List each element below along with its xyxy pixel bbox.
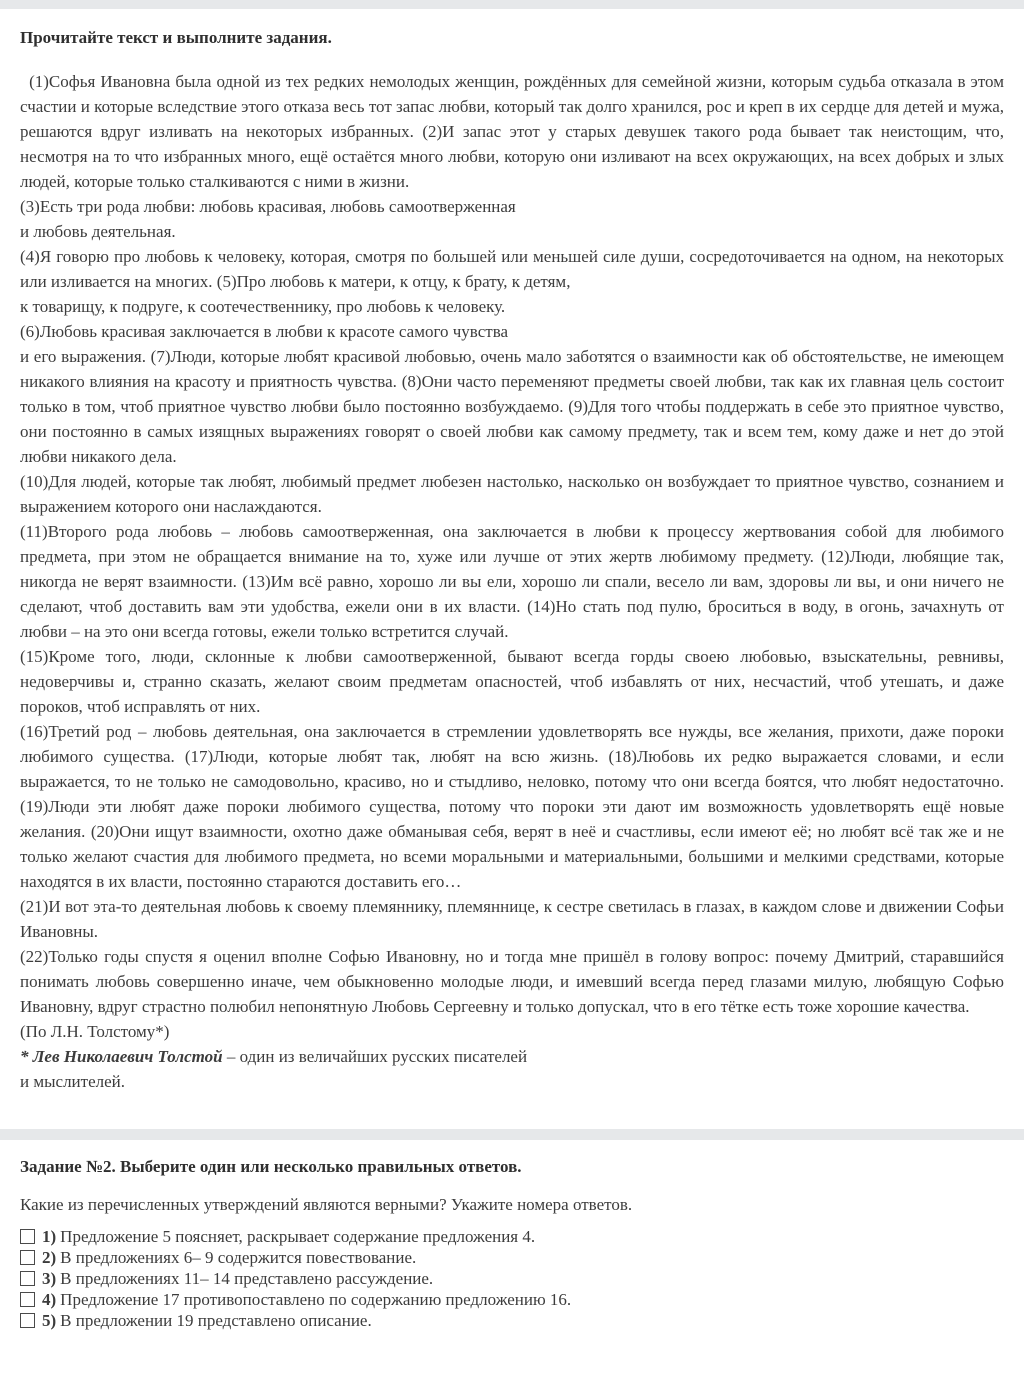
paragraph-8: (10)Для людей, которые так любят, любимый предмет любезен настолько, насколько он возбуждает то приятное чувство, сознанием и выражением которого они наслаждаются.	[20, 472, 1004, 516]
paragraph-13: (22)Только годы спустя я оценил вполне Софью Ивановну, но и тогда мне пришёл в голову вопрос: почему Дмитрий, старавшийся понимать любовь совершенно иначе, чем обыкновенно молодые люди, и имевший всегда перед глазами милую, любящую Софью Ивановну, вдруг страстно полюбил непонятную Любовь Сергеевну и только допускал, что в его тётке есть тоже хорошие качества.	[20, 947, 1004, 1016]
paragraph-10: (15)Кроме того, люди, склонные к любви самоотверженной, бывают всегда горды своею любовью, взыскательны, ревнивы, недоверчивы и, странно сказать, желают своим предметам опасностей, чтоб избавлять от них, несчастий, чтоб утешать, и даже пороков, чтоб исправлять от них.	[20, 647, 1004, 716]
checkbox-3[interactable]	[20, 1271, 35, 1286]
answer-option-3[interactable]	[20, 1268, 1004, 1289]
answer-option-2[interactable]	[20, 1247, 1004, 1268]
top-bar	[0, 0, 1024, 9]
instruction-heading: Прочитайте текст и выполните задания.	[20, 28, 332, 47]
paragraph-6: (6)Любовь красивая заключается в любви к красоте самого чувства	[20, 322, 509, 341]
paragraph-4: (4)Я говорю про любовь к человеку, которая, смотря по большей или меньшей силе души, сосредоточивается на одном, на некоторых или изливается на многих. (5)Про любовь к матери, к отцу, к брату, к детям,	[20, 247, 1004, 291]
answer-option-5[interactable]	[20, 1310, 1004, 1331]
paragraph-7: и его выражения. (7)Люди, которые любят красивой любовью, очень мало заботятся о взаимности как об обстоятельстве, не имеющем никакого влияния на красоту и приятность чувства. (8)Они часто переменяют предметы своей любви, так как их главная цель состоит только в том, чтоб приятное чувство любви было постоянно возбуждаемо. (9)Для того чтобы поддержать в себе это приятное чувство, они постоянно в самых изящных выражениях говорят о своей любви как самому предмету, так и всем тем, кому даже и нет до этой любви никакого дела.	[20, 347, 1004, 466]
option-text: Предложение 5 поясняет, раскрывает содержание предложения 4.	[60, 1227, 536, 1246]
paragraph-2: (3)Есть три рода любви: любовь красивая, любовь самоотверженная	[20, 197, 516, 216]
footnote	[20, 1044, 1004, 1069]
paragraph-11: (16)Третий род – любовь деятельная, она заключается в стремлении удовлетворять все нужды, все желания, прихоти, даже пороки любимого существа. (17)Люди, которые любят так, любят на всю жизнь. (18)Любовь их редко выражается словами, и если выражается, то не только не самодовольно, красиво, но и стыдливо, неловко, потому что они всегда боятся, что любят недостаточно. (19)Люди эти любят даже пороки любимого существа, потому что пороки эти дают им возможность удовлетворять ещё новые желания. (20)Они ищут взаимности, охотно даже обманывая себя, верят в неё и счастливы, если имеют её; но любят всё так же и не только желают счастия для любимого предмета, но всеми моральными и материальными, большими и мелкими средствами, которые находятся в их власти, постоянно стараются доставить его…	[20, 722, 1004, 891]
task-title: Задание №2. Выберите один или несколько правильных ответов.	[20, 1157, 522, 1176]
footnote-continuation: и мыслителей.	[20, 1072, 126, 1091]
option-number: 2)	[42, 1248, 57, 1267]
checkbox-1[interactable]	[20, 1229, 35, 1244]
option-number: 3)	[42, 1269, 57, 1288]
paragraph-12: (21)И вот эта-то деятельная любовь к своему племяннику, племяннице, к сестре светилась в глазах, в каждом слове и движении Софьи Ивановны.	[20, 897, 1004, 941]
answer-option-1[interactable]	[20, 1226, 1004, 1247]
paragraph-9: (11)Второго рода любовь – любовь самоотверженная, она заключается в любви к процессу жертвования собой для любимого предмета, при этом не обращается внимание на то, хуже или лучше от этих жертв любимому предмету. (12)Люди, любящие так, никогда не верят взаимности. (13)Им всё равно, хорошо ли вы ели, хорошо ли спали, весело ли вам, здоровы ли вы, и они ничего не сделают, чтоб доставить вам эти удобства, ежели они в их власти. (14)Но стать под пулю, броситься в воду, в огонь, зачахнуть от любви – на это они всегда готовы, ежели только встретится случай.	[20, 522, 1004, 641]
task-section	[20, 1156, 1004, 1331]
paragraph-5: к товарищу, к подруге, к соотечественнику, про любовь к человеку.	[20, 297, 506, 316]
option-text: В предложении 19 представлено описание.	[60, 1311, 372, 1330]
option-text: В предложениях 6– 9 содержится повествование.	[60, 1248, 417, 1267]
paragraph-1: (1)Софья Ивановна была одной из тех редких немолодых женщин, рождённых для семейной жизни, которым судьба отказала в этом счастии и которые вследствие этого отказа весь тот запас любви, который так долго хранился, рос и креп в их сердце для детей и мужа, решаются вдруг изливать на некоторых избранных. (2)И запас этот у старых девушек такого рода бывает так неистощим, что, несмотря на то что избранных много, ещё остаётся много любви, которую они изливают на всех окружающих, на всех добрых и злых людей, которые только сталкиваются с ними в жизни.	[20, 72, 1009, 191]
section-divider	[0, 1129, 1024, 1140]
task-question: Какие из перечисленных утверждений являются верными? Укажите номера ответов.	[20, 1195, 633, 1214]
passage	[20, 69, 1009, 1094]
answer-options	[20, 1226, 1004, 1331]
footnote-text: – один из величайших русских писателей	[222, 1047, 528, 1066]
option-number: 1)	[42, 1227, 57, 1246]
option-number: 5)	[42, 1311, 57, 1330]
checkbox-2[interactable]	[20, 1250, 35, 1265]
reading-section	[0, 9, 1024, 1094]
source-attribution: (По Л.Н. Толстому*)	[20, 1022, 170, 1041]
answer-option-4[interactable]	[20, 1289, 1004, 1310]
footnote-author: * Лев Николаевич Толстой	[20, 1047, 223, 1066]
checkbox-4[interactable]	[20, 1292, 35, 1307]
option-text: В предложениях 11– 14 представлено рассуждение.	[60, 1269, 434, 1288]
checkbox-5[interactable]	[20, 1313, 35, 1328]
paragraph-3: и любовь деятельная.	[20, 222, 176, 241]
option-number: 4)	[42, 1290, 57, 1309]
option-text: Предложение 17 противопоставлено по содержанию предложению 16.	[60, 1290, 572, 1309]
